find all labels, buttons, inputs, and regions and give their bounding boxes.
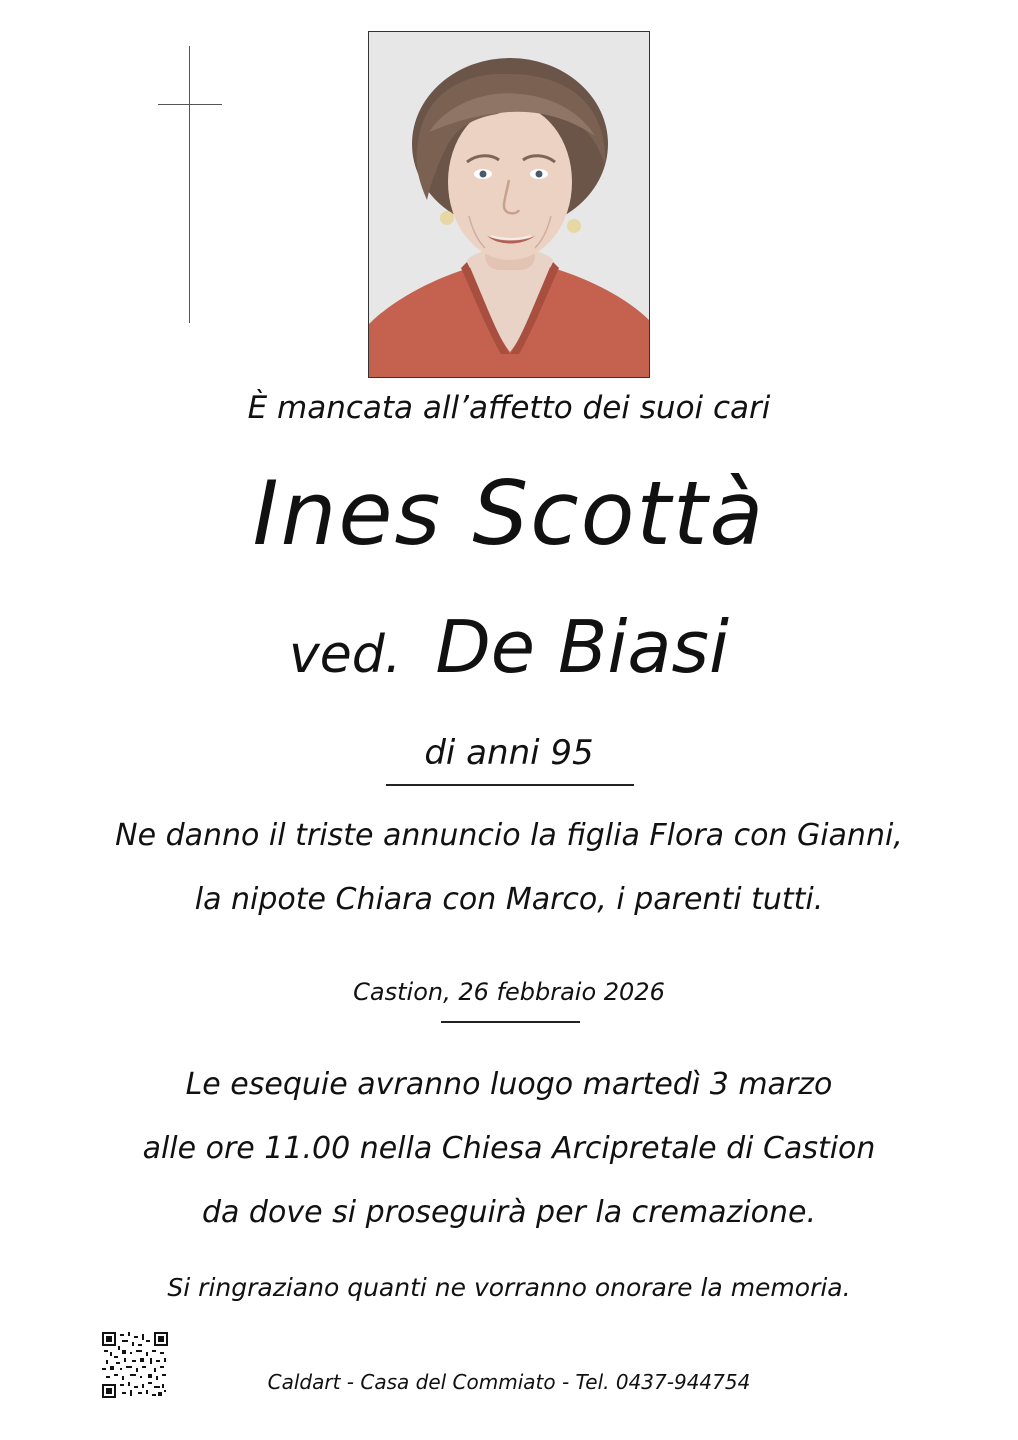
married-name: De Biasi [435, 605, 729, 689]
funeral-line-3: da dove si proseguirà per la cremazione. [201, 1195, 817, 1230]
place-date: Castion, 26 febbraio 2026 [353, 978, 665, 1006]
married-name-line [0, 605, 1018, 689]
widow-prefix: ved. [289, 625, 402, 685]
funeral-line-2: alle ore 11.00 nella Chiesa Arcipretale di Castion [142, 1131, 876, 1166]
announcement-line-2: la nipote Chiara con Marco, i parenti tutti. [194, 882, 824, 917]
portrait-photo [368, 31, 650, 378]
funeral-home-footer: Caldart - Casa del Commiato - Tel. 0437-944754 [267, 1370, 751, 1394]
intro-text: È mancata all’affetto dei suoi cari [247, 390, 771, 426]
announcement-line-1: Ne danno il triste annuncio la figlia Flora con Gianni, [115, 818, 903, 853]
age-text: di anni 95 [424, 733, 594, 773]
divider-line [441, 1021, 580, 1023]
divider-line [386, 784, 634, 786]
portrait-illustration [369, 32, 650, 378]
funeral-line-1: Le esequie avranno luogo martedì 3 marzo [185, 1067, 833, 1102]
cross-vertical-line [189, 46, 190, 323]
cross-horizontal-line [158, 104, 222, 105]
thanks-text: Si ringraziano quanti ne vorranno onorare la memoria. [167, 1273, 851, 1302]
deceased-name: Ines Scottà [252, 462, 766, 565]
